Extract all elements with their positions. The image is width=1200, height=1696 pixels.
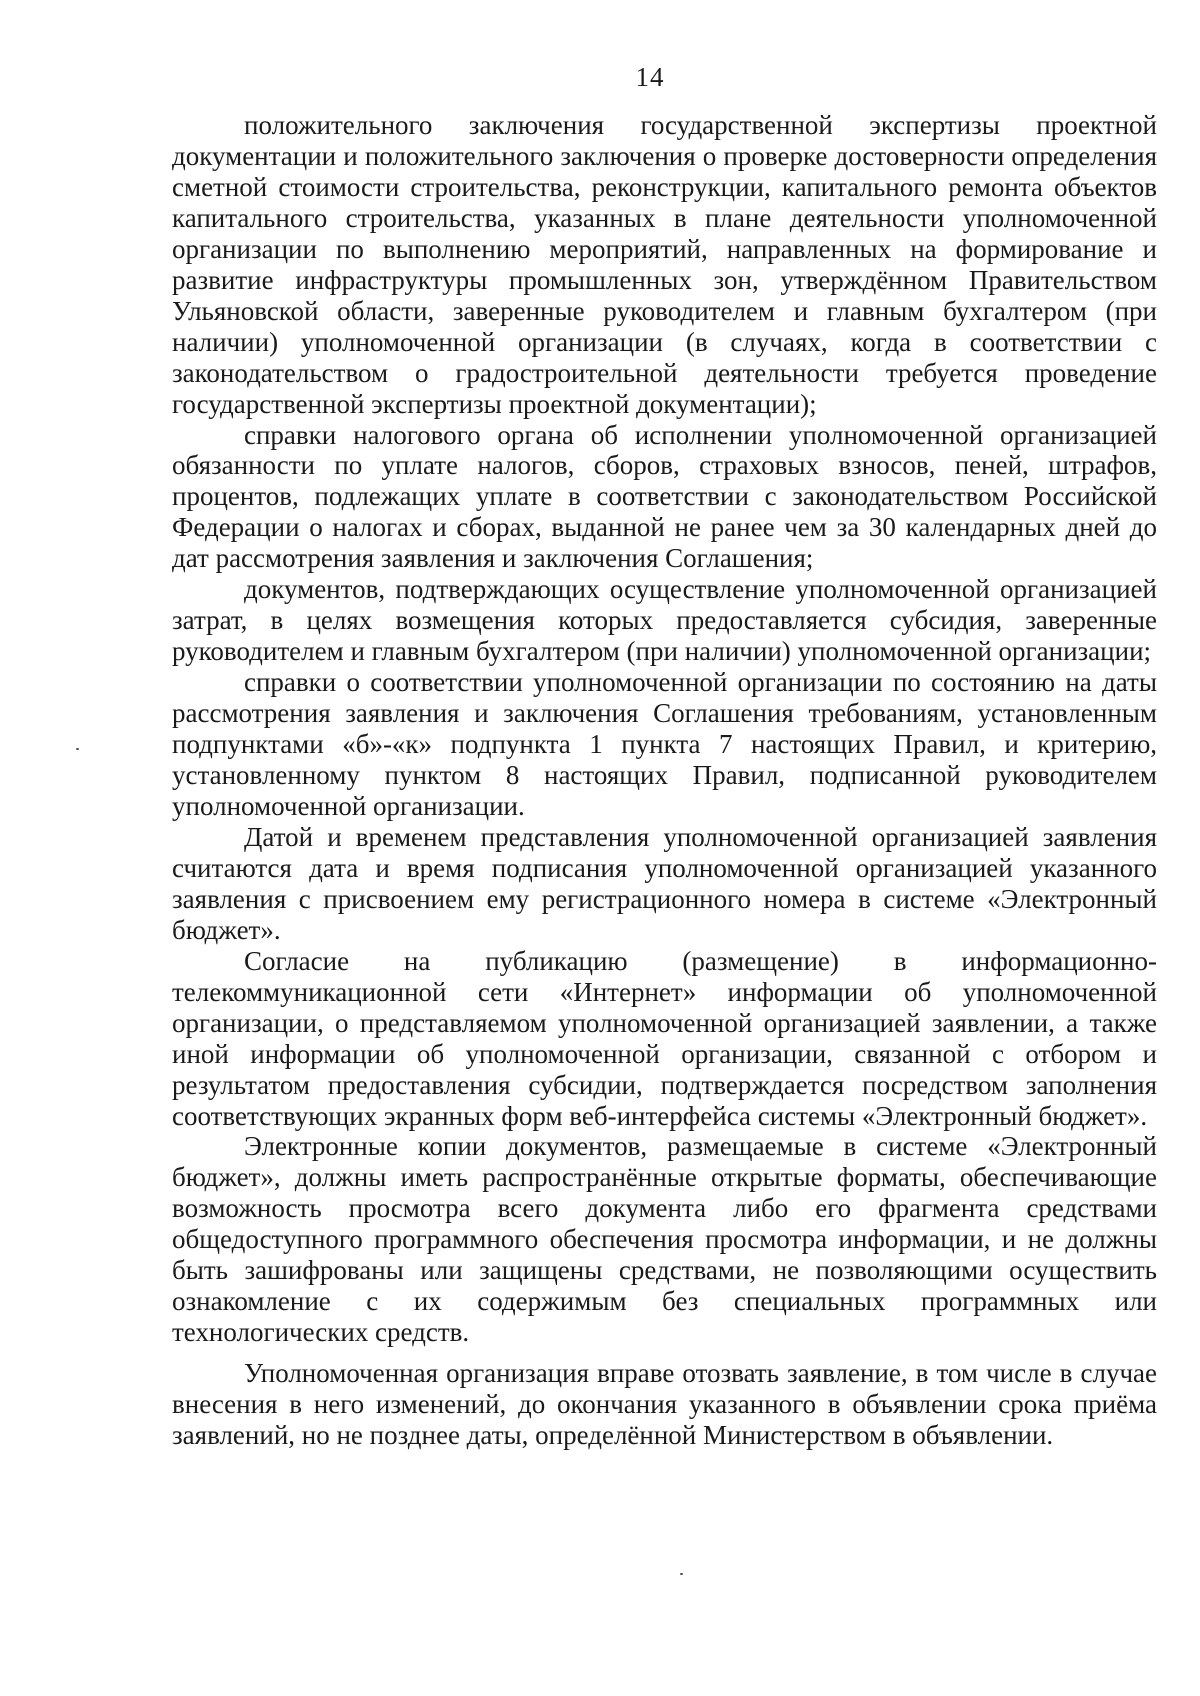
scan-speck bbox=[76, 748, 79, 750]
paragraph-expertise-conclusion: положительного заключения государственной экспертизы проектной документации и положительного заключения о проверке достоверности определения сметной стоимости строительства, реконструкции, капитального ремонта объектов капитального строительства, указанных в плане деятельности уполномоченной организации по выполнению мероприятий, направленных на формирование и развитие инфраструктуры промышленных зон, утверждённом Правительством Ульяновской области, заверенные руководителем и главным бухгалтером (при наличии) уполномоченной организации (в случаях, когда в соответствии с законодательством о градостроительной деятельности требуется проведение государственной экспертизы проектной документации); bbox=[172, 110, 1157, 419]
scan-speck bbox=[680, 1573, 683, 1575]
paragraph-withdrawal: Уполномоченная организация вправе отозвать заявление, в том числе в случае внесения в него изменений, до окончания указанного в объявлении срока приёма заявлений, но не позднее даты, определённой Министерством в объявлении. bbox=[172, 1358, 1157, 1451]
paragraph-submission-date: Датой и временем представления уполномоченной организацией заявления считаются дата и время подписания уполномоченной организацией указанного заявления с присвоением ему регистрационного номера в системе «Электронный бюджет». bbox=[172, 821, 1157, 945]
page-number: 14 bbox=[635, 62, 665, 92]
paragraph-compliance-certificate: справки о соответствии уполномоченной организации по состоянию на даты рассмотрения заявления и заключения Соглашения требованиям, установленным подпунктами «б»-«к» подпункта 1 пункта 7 настоящих Правил, и критерию, установленному пунктом 8 настоящих Правил, подписанной руководителем уполномоченной организации. bbox=[172, 667, 1157, 821]
paragraph-tax-certificate: справки налогового органа об исполнении уполномоченной организацией обязанности по уплате налогов, сборов, страховых взносов, пеней, штрафов, процентов, подлежащих уплате в соответствии с законодательством Российской Федерации о налогах и сборах, выданной не ранее чем за 30 календарных дней до дат рассмотрения заявления и заключения Соглашения; bbox=[172, 419, 1157, 574]
paragraph-publication-consent: Согласие на публикацию (размещение) в информационно-телекоммуникационной сети «Интернет» информации об уполномоченной организации, о представляемом уполномоченной организацией заявлении, а также иной информации об уполномоченной организации, связанной с отбором и результатом предоставления субсидии, подтверждается посредством заполнения соответствующих экранных форм веб-интерфейса системы «Электронный бюджет». bbox=[172, 945, 1157, 1131]
paragraph-expense-documents: документов, подтверждающих осуществление уполномоченной организацией затрат, в целях возмещения которых предоставляется субсидия, заверенные руководителем и главным бухгалтером (при наличии) уполномоченной организации; bbox=[172, 574, 1157, 667]
paragraph-electronic-copies: Электронные копии документов, размещаемые в системе «Электронный бюджет», должны иметь распространённые открытые форматы, обеспечивающие возможность просмотра всего документа либо его фрагмента средствами общедоступного программного обеспечения просмотра информации, и не должны быть зашифрованы или защищены средствами, не позволяющими осуществить ознакомление с их содержимым без специальных программных или технологических средств. bbox=[172, 1131, 1157, 1348]
document-body bbox=[172, 110, 1157, 1451]
